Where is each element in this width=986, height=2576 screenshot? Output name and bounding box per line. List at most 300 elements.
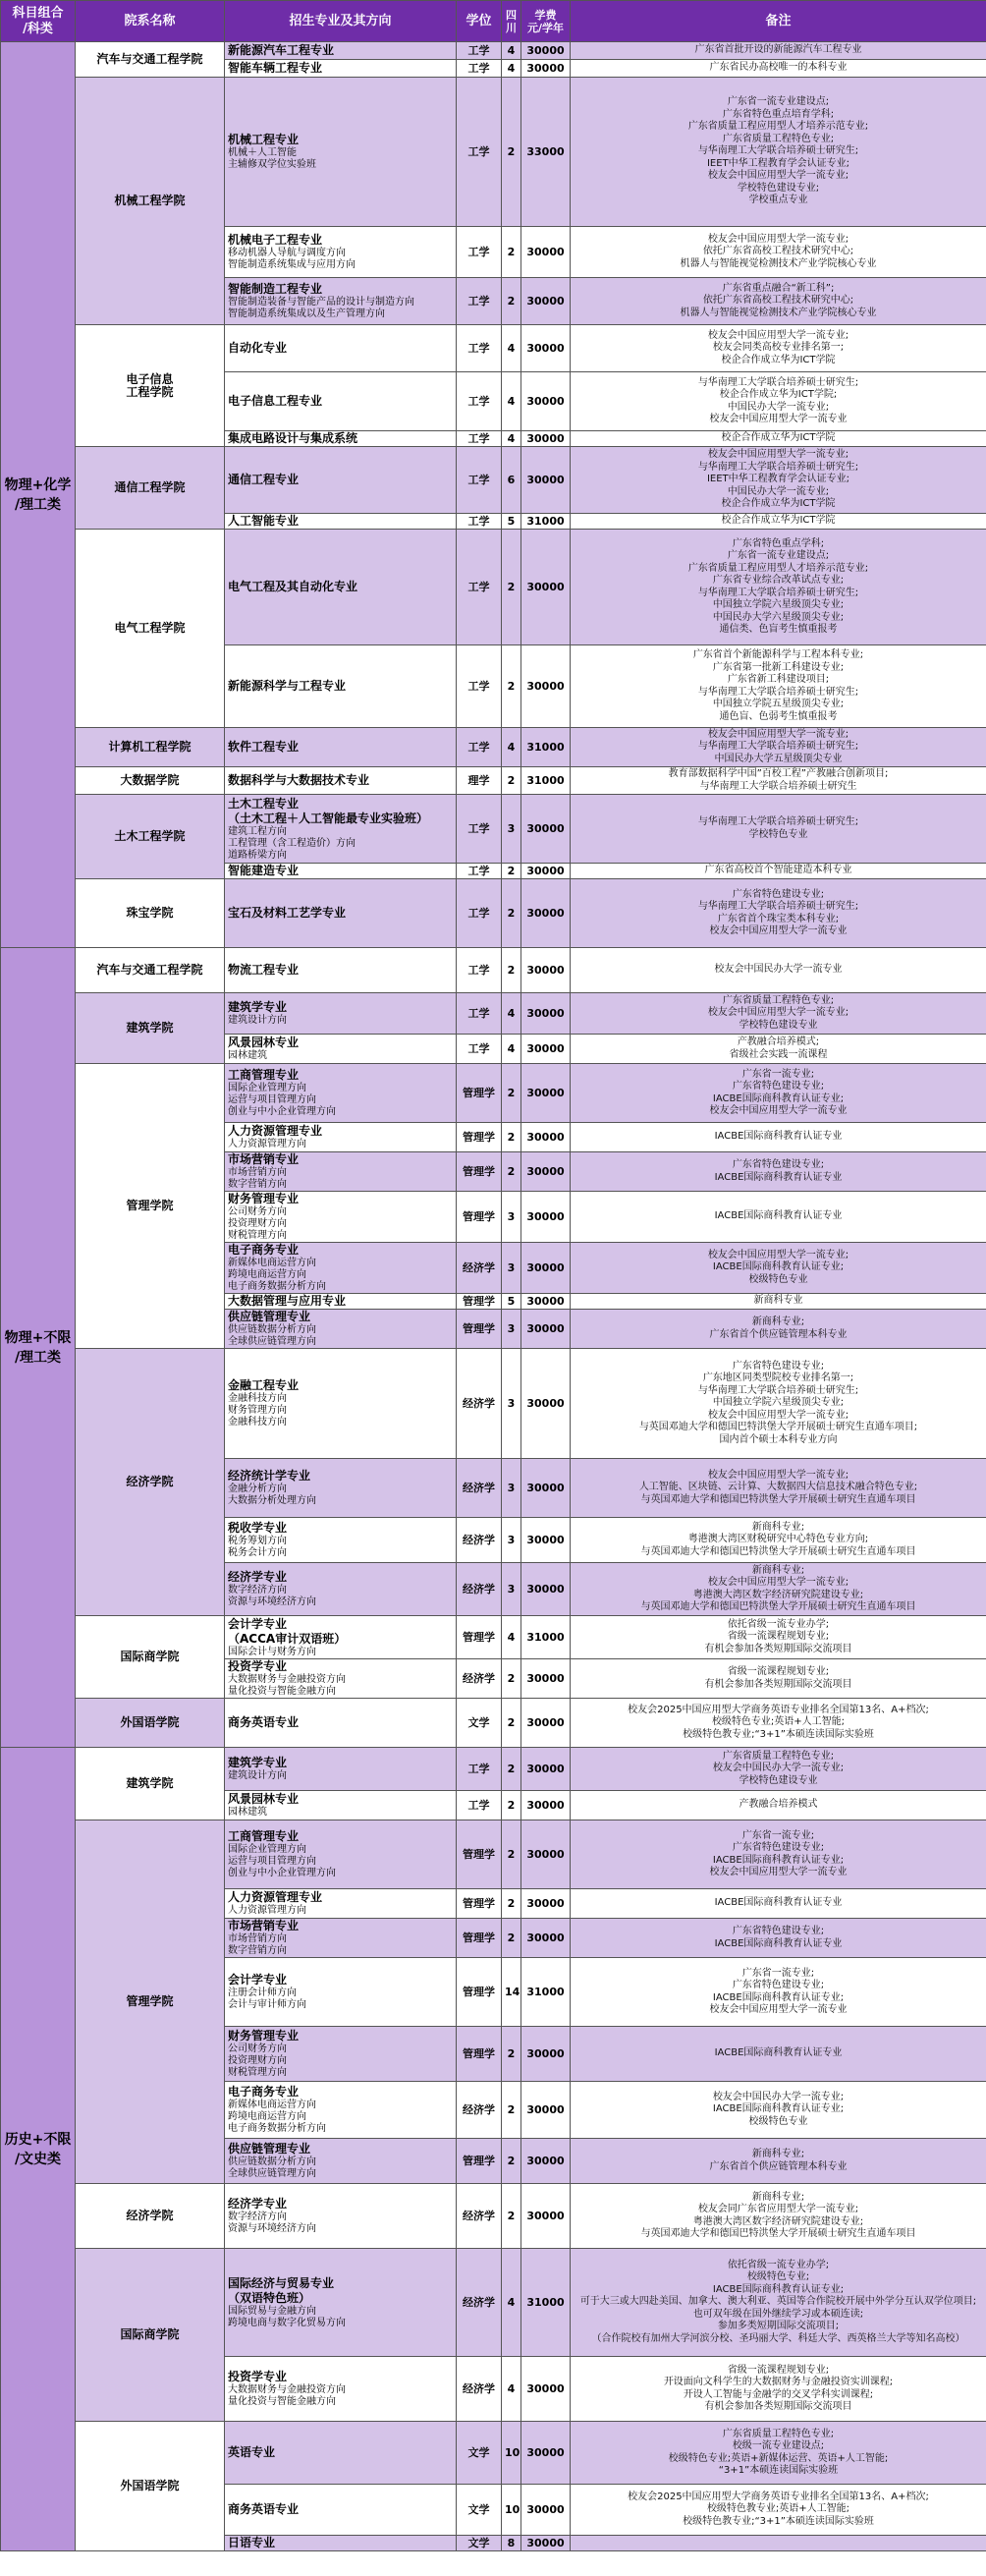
- fee-cell: 31000: [521, 767, 571, 795]
- fee-cell: 30000: [521, 1659, 571, 1699]
- years-cell: 4: [502, 372, 521, 431]
- group-cell: 物理+不限 /理工类: [1, 948, 76, 1748]
- college-cell: 珠宝学院: [76, 879, 225, 948]
- major-cell: [225, 864, 457, 879]
- table-row: [1, 767, 986, 795]
- table-row: [1, 2249, 986, 2357]
- major-cell: [225, 1064, 457, 1123]
- major-cell: [225, 1791, 457, 1820]
- major-direction: 投资理财方向: [228, 2055, 287, 2066]
- degree-cell: 工学: [457, 227, 502, 278]
- degree-cell: 管理学: [457, 1294, 502, 1310]
- note-cell: 与华南理工大学联合培养硕士研究生; 学校特色专业: [571, 795, 986, 864]
- degree-cell: 工学: [457, 278, 502, 325]
- table-row: [1, 42, 986, 60]
- major-cell: [225, 2422, 457, 2485]
- note-cell: 校友会中国应用型大学一流专业; 人工智能、区块链、云计算、大数据四大信息技术融合特色专业; 与英国邓迪大学和德国巴特洪堡大学开展硕士研究生直通车项目: [571, 1459, 986, 1518]
- major-name: 电气工程及其自动化专业: [228, 580, 358, 593]
- note-cell: 校友会中国应用型大学一流专业; IACBE国际商科教育认证专业; 校级特色专业: [571, 1243, 986, 1294]
- college-cell: 土木工程学院: [76, 795, 225, 879]
- major-name: 市场营销专业: [228, 1919, 300, 1932]
- major-cell: [225, 993, 457, 1035]
- header-years: 四 川: [502, 1, 521, 42]
- college-cell: 经济学院: [76, 2184, 225, 2249]
- major-direction: 智能制造系统集成与应用方向: [228, 259, 356, 270]
- major-cell: [225, 2485, 457, 2536]
- fee-cell: 30000: [521, 2139, 571, 2184]
- major-direction: 会计与审计师方向: [228, 1999, 306, 2010]
- note-cell: 广东省民办高校唯一的本科专业: [571, 60, 986, 78]
- major-name: 自动化专业: [228, 341, 288, 355]
- major-name: 智能建造专业: [228, 864, 300, 877]
- years-cell: 3: [502, 1563, 521, 1616]
- note-cell: 广东省一流专业; 广东省特色建设专业; IACBE国际商科教育认证专业; 校友会中国应用型大学一流专业: [571, 1064, 986, 1123]
- note-cell: 广东省特色建设专业; 与华南理工大学联合培养硕士研究生; 广东省首个珠宝类本科专业; 校友会中国应用型大学一流专业: [571, 879, 986, 948]
- major-cell: [225, 1659, 457, 1699]
- major-name: 电子商务专业: [228, 2085, 300, 2099]
- years-cell: 3: [502, 1192, 521, 1243]
- college-cell: 计算机工程学院: [76, 728, 225, 767]
- table-row: [1, 2422, 986, 2485]
- degree-cell: 工学: [457, 514, 502, 530]
- fee-cell: 30000: [521, 1748, 571, 1791]
- note-cell: 新商科专业; 粤港澳大湾区财税研究中心特色专业方向; 与英国邓迪大学和德国巴特洪堡大学开展硕士研究生直通车项目: [571, 1518, 986, 1563]
- note-cell: 产教融合培养模式; 省级社会实践一流课程: [571, 1035, 986, 1064]
- fee-cell: 30000: [521, 1459, 571, 1518]
- major-name: 工商管理专业: [228, 1829, 300, 1843]
- major-cell: [225, 1616, 457, 1659]
- fee-cell: 31000: [521, 1958, 571, 2027]
- major-cell: [225, 447, 457, 514]
- college-cell: 通信工程学院: [76, 447, 225, 530]
- degree-cell: 文学: [457, 2422, 502, 2485]
- major-name: 电子商务专业: [228, 1243, 300, 1257]
- major-name: 商务英语专业: [228, 1715, 300, 1729]
- major-direction: 财务管理方向: [228, 1405, 287, 1416]
- degree-cell: 工学: [457, 795, 502, 864]
- major-name: 投资学专业: [228, 2370, 288, 2383]
- note-cell: 依托省级一流专业办学; 校级特色专业; IACBE国际商科教育认证专业; 可于大三或大四赴美国、加拿大、澳大利亚、英国等合作院校开展中外学分互认双学位项目; 也可双年级在国外继续学习或本硕连读; 参加多类短期国际交流项目; （合作院校有加州大学河滨分校、圣玛丽大学、科廷大学、西英格兰大学等知名高校）: [571, 2249, 986, 2357]
- fee-cell: 30000: [521, 2082, 571, 2139]
- header-row: [1, 1, 986, 42]
- major-direction: 数字经济方向: [228, 2212, 287, 2222]
- years-cell: 4: [502, 325, 521, 372]
- major-direction: 道路桥梁方向: [228, 849, 287, 861]
- years-cell: 3: [502, 1349, 521, 1459]
- major-name: 数据科学与大数据技术专业: [228, 773, 370, 787]
- years-cell: 2: [502, 864, 521, 879]
- major-direction: 园林建筑: [228, 1807, 267, 1818]
- major-cell: [225, 1518, 457, 1563]
- college-cell: 大数据学院: [76, 767, 225, 795]
- major-name: 电子信息工程专业: [228, 394, 323, 408]
- note-cell: IACBE国际商科教育认证专业: [571, 1123, 986, 1152]
- fee-cell: 30000: [521, 1310, 571, 1349]
- years-cell: 4: [502, 1616, 521, 1659]
- major-cell: [225, 1958, 457, 2027]
- note-cell: 广东省质量工程特色专业; 校友会中国应用型大学一流专业; 学校特色建设专业: [571, 993, 986, 1035]
- table-row: [1, 993, 986, 1035]
- major-direction: 全球供应链管理方向: [228, 2168, 316, 2179]
- major-cell: [225, 728, 457, 767]
- years-cell: 3: [502, 1243, 521, 1294]
- major-direction: 国际企业管理方向: [228, 1844, 306, 1855]
- major-cell: [225, 767, 457, 795]
- years-cell: 3: [502, 1310, 521, 1349]
- years-cell: 2: [502, 1748, 521, 1791]
- note-cell: 广东省一流专业; 广东省特色建设专业; IACBE国际商科教育认证专业; 校友会中国应用型大学一流专业: [571, 1820, 986, 1889]
- major-cell: [225, 2082, 457, 2139]
- major-direction: 数字营销方向: [228, 1179, 287, 1190]
- college-cell: 建筑学院: [76, 993, 225, 1064]
- fee-cell: 30000: [521, 2357, 571, 2422]
- degree-cell: 管理学: [457, 1958, 502, 2027]
- college-cell: 经济学院: [76, 1349, 225, 1616]
- major-direction: 供应链数据分析方向: [228, 2156, 316, 2167]
- major-name: 大数据管理与应用专业: [228, 1294, 347, 1308]
- major-direction: 市场营销方向: [228, 1167, 287, 1178]
- college-cell: 管理学院: [76, 1820, 225, 2184]
- major-cell: [225, 78, 457, 227]
- major-direction: 国际企业管理方向: [228, 1083, 306, 1093]
- major-direction: 跨境电商运营方向: [228, 2111, 306, 2122]
- degree-cell: 经济学: [457, 2357, 502, 2422]
- degree-cell: 管理学: [457, 1919, 502, 1958]
- years-cell: 10: [502, 2422, 521, 2485]
- years-cell: 2: [502, 2184, 521, 2249]
- degree-cell: 经济学: [457, 2184, 502, 2249]
- years-cell: 2: [502, 879, 521, 948]
- years-cell: 2: [502, 2082, 521, 2139]
- major-direction: 资源与环境经济方向: [228, 2223, 316, 2234]
- fee-cell: 30000: [521, 864, 571, 879]
- note-cell: [571, 2536, 986, 2551]
- table-row: [1, 1064, 986, 1123]
- major-direction: 财税管理方向: [228, 2067, 287, 2078]
- fee-cell: 30000: [521, 879, 571, 948]
- degree-cell: 工学: [457, 325, 502, 372]
- fee-cell: 30000: [521, 993, 571, 1035]
- degree-cell: 管理学: [457, 1152, 502, 1192]
- degree-cell: 工学: [457, 1748, 502, 1791]
- major-direction: 量化投资与智能金融方向: [228, 2396, 336, 2407]
- years-cell: 2: [502, 2027, 521, 2082]
- major-name: 会计学专业: [228, 1973, 288, 1987]
- major-name: 新能源科学与工程专业: [228, 679, 347, 693]
- fee-cell: 30000: [521, 447, 571, 514]
- years-cell: 3: [502, 1518, 521, 1563]
- years-cell: 4: [502, 42, 521, 60]
- years-cell: 4: [502, 993, 521, 1035]
- fee-cell: 30000: [521, 2027, 571, 2082]
- major-name: 新能源汽车工程专业: [228, 43, 335, 57]
- major-direction: 运营与项目管理方向: [228, 1094, 316, 1105]
- fee-cell: 30000: [521, 1518, 571, 1563]
- major-cell: [225, 948, 457, 993]
- table-row: [1, 1616, 986, 1659]
- college-cell: 电气工程学院: [76, 530, 225, 728]
- college-cell: 电子信息 工程学院: [76, 325, 225, 447]
- group-cell: 物理+化学 /理工类: [1, 42, 76, 948]
- major-direction: 资源与环境经济方向: [228, 1596, 316, 1607]
- degree-cell: 经济学: [457, 1659, 502, 1699]
- degree-cell: 管理学: [457, 1310, 502, 1349]
- degree-cell: 管理学: [457, 1616, 502, 1659]
- major-direction: 电子商务数据分析方向: [228, 1281, 326, 1292]
- fee-cell: 30000: [521, 645, 571, 728]
- major-cell: [225, 645, 457, 728]
- major-cell: [225, 2184, 457, 2249]
- degree-cell: 工学: [457, 78, 502, 227]
- degree-cell: 工学: [457, 948, 502, 993]
- note-cell: IACBE国际商科教育认证专业: [571, 1889, 986, 1919]
- years-cell: 2: [502, 1152, 521, 1192]
- major-name: 市场营销专业: [228, 1152, 300, 1166]
- major-direction: 国际会计与财务方向: [228, 1646, 316, 1657]
- major-direction: 金融科技方向: [228, 1393, 287, 1404]
- fee-cell: 30000: [521, 1035, 571, 1064]
- years-cell: 2: [502, 645, 521, 728]
- degree-cell: 管理学: [457, 1123, 502, 1152]
- college-cell: 国际商学院: [76, 2249, 225, 2422]
- years-cell: 2: [502, 227, 521, 278]
- table-row: [1, 1349, 986, 1459]
- fee-cell: 30000: [521, 372, 571, 431]
- major-cell: [225, 1563, 457, 1616]
- major-direction: 供应链数据分析方向: [228, 1324, 316, 1335]
- degree-cell: 管理学: [457, 1889, 502, 1919]
- header-group: 科目组合 /科类: [1, 1, 76, 42]
- degree-cell: 经济学: [457, 2082, 502, 2139]
- table-row: [1, 728, 986, 767]
- major-direction: 新媒体电商运营方向: [228, 1258, 316, 1268]
- fee-cell: 30000: [521, 1919, 571, 1958]
- degree-cell: 工学: [457, 1791, 502, 1820]
- years-cell: 4: [502, 60, 521, 78]
- major-direction: 税务会计方向: [228, 1547, 287, 1558]
- fee-cell: 30000: [521, 1192, 571, 1243]
- degree-cell: 工学: [457, 728, 502, 767]
- college-cell: 汽车与交通工程学院: [76, 948, 225, 993]
- college-cell: 外国语学院: [76, 2422, 225, 2551]
- years-cell: 4: [502, 2249, 521, 2357]
- fee-cell: 30000: [521, 2184, 571, 2249]
- table-body: [1, 42, 986, 2551]
- major-name: 税收学专业: [228, 1521, 288, 1535]
- major-cell: [225, 2027, 457, 2082]
- fee-cell: 30000: [521, 325, 571, 372]
- major-direction: 工程管理（含工程造价）方向: [228, 837, 356, 849]
- major-direction: 市场营销方向: [228, 1933, 287, 1944]
- years-cell: 2: [502, 948, 521, 993]
- fee-cell: 31000: [521, 1616, 571, 1659]
- table-row: [1, 948, 986, 993]
- major-name: 经济学专业: [228, 2197, 288, 2211]
- major-direction: 国际贸易与金融方向: [228, 2305, 316, 2317]
- major-cell: [225, 1699, 457, 1748]
- fee-cell: 33000: [521, 78, 571, 227]
- years-cell: 8: [502, 2536, 521, 2551]
- fee-cell: 30000: [521, 948, 571, 993]
- major-direction: 金融科技方向: [228, 1417, 287, 1428]
- degree-cell: 工学: [457, 1035, 502, 1064]
- major-cell: [225, 795, 457, 864]
- major-name: 供应链管理专业: [228, 2142, 311, 2156]
- note-cell: 广东省首批开设的新能源汽车工程专业: [571, 42, 986, 60]
- major-direction: 移动机器人导航与调度方向: [228, 248, 346, 258]
- years-cell: 2: [502, 1064, 521, 1123]
- major-direction: 新媒体电商运营方向: [228, 2100, 316, 2110]
- major-cell: [225, 1192, 457, 1243]
- major-direction: 投资理财方向: [228, 1218, 287, 1229]
- years-cell: 10: [502, 2485, 521, 2536]
- major-name: 经济统计学专业: [228, 1469, 311, 1483]
- note-cell: 广东省高校首个智能建造本科专业: [571, 864, 986, 879]
- table-row: [1, 447, 986, 514]
- fee-cell: 30000: [521, 278, 571, 325]
- fee-cell: 30000: [521, 2536, 571, 2551]
- degree-cell: 管理学: [457, 2027, 502, 2082]
- note-cell: 校友会2025中国应用型大学商务英语专业排名全国第13名、A+档次; 校级特色教专业;英语+人工智能; 校级特色教专业;“3+1”本硕连读国际实验班: [571, 2485, 986, 2536]
- years-cell: 2: [502, 1919, 521, 1958]
- degree-cell: 工学: [457, 447, 502, 514]
- note-cell: 产教融合培养模式: [571, 1791, 986, 1820]
- major-direction: 电子商务数据分析方向: [228, 2123, 326, 2134]
- fee-cell: 31000: [521, 514, 571, 530]
- major-cell: [225, 514, 457, 530]
- note-cell: 广东省特色建设专业; IACBE国际商科教育认证专业: [571, 1919, 986, 1958]
- fee-cell: 30000: [521, 1123, 571, 1152]
- note-cell: 新商科专业; 校友会同广东省应用型大学一流专业; 粤港澳大湾区数字经济研究院建设专业; 与英国邓迪大学和德国巴特洪堡大学开展硕士研究生直通车项目: [571, 2184, 986, 2249]
- major-name: 国际经济与贸易专业 （双语特色班）: [228, 2275, 335, 2305]
- note-cell: 校友会中国应用型大学一流专业; 与华南理工大学联合培养硕士研究生; IEET中华工程教育学会认证专业; 中国民办大学一流专业; 校企合作成立华为ICT学院: [571, 447, 986, 514]
- header-note: 备注: [571, 1, 986, 42]
- college-cell: 管理学院: [76, 1064, 225, 1349]
- major-cell: [225, 1294, 457, 1310]
- major-direction: 大数据分析处理方向: [228, 1495, 316, 1506]
- major-name: 机械工程专业: [228, 133, 300, 146]
- degree-cell: 理学: [457, 767, 502, 795]
- major-name: 商务英语专业: [228, 2502, 300, 2516]
- note-cell: 依托省级一流专业办学; 省级一流课程规划专业; 有机会参加各类短期国际交流项目: [571, 1616, 986, 1659]
- major-name: 人工智能专业: [228, 514, 300, 528]
- fee-cell: 30000: [521, 1064, 571, 1123]
- degree-cell: 工学: [457, 42, 502, 60]
- note-cell: 广东省质量工程特色专业; 校级一流专业建设点; 校级特色专业;英语+新媒体运营、英语+人工智能; “3+1”本硕连读国际实验班: [571, 2422, 986, 2485]
- years-cell: 6: [502, 447, 521, 514]
- major-cell: [225, 2139, 457, 2184]
- major-direction: 机械＋人工智能: [228, 147, 297, 158]
- table-row: [1, 879, 986, 948]
- note-cell: 校友会中国民办大学一流专业: [571, 948, 986, 993]
- note-cell: 广东省特色建设专业; 广东地区同类型院校专业排名第一; 与华南理工大学联合培养硕士研究生; 中国独立学院六星级顶尖专业; 校友会中国应用型大学一流专业; 与英国邓迪大学和德国巴特洪堡大学开展硕士研究生直通车项目; 国内首个硕士本科专业方向: [571, 1349, 986, 1459]
- degree-cell: 工学: [457, 372, 502, 431]
- major-direction: 园林建筑: [228, 1050, 267, 1061]
- years-cell: 2: [502, 767, 521, 795]
- note-cell: 广东省特色重点学科; 广东省一流专业建设点; 广东省质量工程应用型人才培养示范专业; 广东省专业综合改革试点专业; 与华南理工大学联合培养硕士研究生; 中国独立学院六星级顶尖专业; 中国民办大学六星级顶尖专业; 通信类、色盲考生慎重报考: [571, 530, 986, 645]
- major-cell: [225, 227, 457, 278]
- major-direction: 人力资源管理方向: [228, 1139, 306, 1149]
- major-name: 人力资源管理专业: [228, 1124, 323, 1138]
- major-name: 建筑学专业: [228, 1000, 288, 1014]
- degree-cell: 管理学: [457, 1820, 502, 1889]
- note-cell: 教育部数据科学中国”百校工程”产教融合创新项目; 与华南理工大学联合培养硕士研究生: [571, 767, 986, 795]
- years-cell: 2: [502, 78, 521, 227]
- major-direction: 建筑工程方向: [228, 825, 287, 837]
- table-row: [1, 78, 986, 227]
- years-cell: 2: [502, 278, 521, 325]
- major-cell: [225, 1459, 457, 1518]
- major-cell: [225, 1889, 457, 1919]
- fee-cell: 31000: [521, 2249, 571, 2357]
- major-direction: 人力资源管理方向: [228, 1905, 306, 1916]
- major-name: 财务管理专业: [228, 2029, 300, 2043]
- major-cell: [225, 530, 457, 645]
- major-name: 财务管理专业: [228, 1192, 300, 1205]
- degree-cell: 经济学: [457, 1459, 502, 1518]
- table-row: [1, 1820, 986, 1889]
- note-cell: 校友会中国民办大学一流专业; IACBE国际商科教育认证专业; 校级特色专业: [571, 2082, 986, 2139]
- fee-cell: 30000: [521, 42, 571, 60]
- table-row: [1, 795, 986, 864]
- degree-cell: 工学: [457, 645, 502, 728]
- group-cell: 历史+不限 /文史类: [1, 1748, 76, 2551]
- major-direction: 注册会计师方向: [228, 1988, 297, 1998]
- years-cell: 2: [502, 1699, 521, 1748]
- major-direction: 创业与中小企业管理方向: [228, 1868, 336, 1878]
- major-name: 风景园林专业: [228, 1036, 300, 1049]
- major-name: 土木工程专业 （土木工程＋人工智能最专业实验班）: [228, 796, 429, 825]
- note-cell: IACBE国际商科教育认证专业: [571, 1192, 986, 1243]
- major-direction: 税务筹划方向: [228, 1536, 287, 1546]
- note-cell: 广东省一流专业建设点; 广东省特色重点培育学科; 广东省质量工程应用型人才培养示范专业; 广东省质量工程特色专业; 与华南理工大学联合培养硕士研究生; IEET中华工程教育学会认证专业; 校友会中国应用型大学一流专业; 学校特色建设专业; 学校重点专业: [571, 78, 986, 227]
- fee-cell: 30000: [521, 795, 571, 864]
- major-cell: [225, 372, 457, 431]
- major-direction: 金融分析方向: [228, 1484, 287, 1494]
- fee-cell: 30000: [521, 1294, 571, 1310]
- degree-cell: 经济学: [457, 1563, 502, 1616]
- degree-cell: 工学: [457, 864, 502, 879]
- major-name: 投资学专业: [228, 1659, 288, 1673]
- note-cell: 与华南理工大学联合培养硕士研究生; 校企合作成立华为ICT学院; 中国民办大学一流专业; 校友会中国应用型大学一流专业: [571, 372, 986, 431]
- note-cell: 校友会中国应用型大学一流专业; 与华南理工大学联合培养硕士研究生; 中国民办大学五星级顶尖专业: [571, 728, 986, 767]
- fee-cell: 30000: [521, 60, 571, 78]
- major-cell: [225, 278, 457, 325]
- major-name: 建筑学专业: [228, 1756, 288, 1769]
- major-direction: 智能制造装备与智能产品的设计与制造方向: [228, 297, 414, 308]
- major-direction: 智能制造系统集成以及生产管理方向: [228, 308, 385, 319]
- degree-cell: 工学: [457, 530, 502, 645]
- fee-cell: 30000: [521, 431, 571, 447]
- major-direction: 财税管理方向: [228, 1230, 287, 1241]
- fee-cell: 30000: [521, 1699, 571, 1748]
- degree-cell: 工学: [457, 879, 502, 948]
- major-direction: 运营与项目管理方向: [228, 1856, 316, 1867]
- degree-cell: 管理学: [457, 1064, 502, 1123]
- table-row: [1, 1699, 986, 1748]
- major-name: 机械电子工程专业: [228, 233, 323, 247]
- note-cell: 广东省特色建设专业; IACBE国际商科教育认证专业: [571, 1152, 986, 1192]
- table-row: [1, 530, 986, 645]
- fee-cell: 30000: [521, 1889, 571, 1919]
- fee-cell: 30000: [521, 1152, 571, 1192]
- years-cell: 5: [502, 514, 521, 530]
- college-cell: 国际商学院: [76, 1616, 225, 1699]
- major-cell: [225, 1152, 457, 1192]
- header-major: 招生专业及其方向: [225, 1, 457, 42]
- degree-cell: 经济学: [457, 1518, 502, 1563]
- note-cell: 校友会中国应用型大学一流专业; 校友会同类高校专业排名第一; 校企合作成立华为ICT学院: [571, 325, 986, 372]
